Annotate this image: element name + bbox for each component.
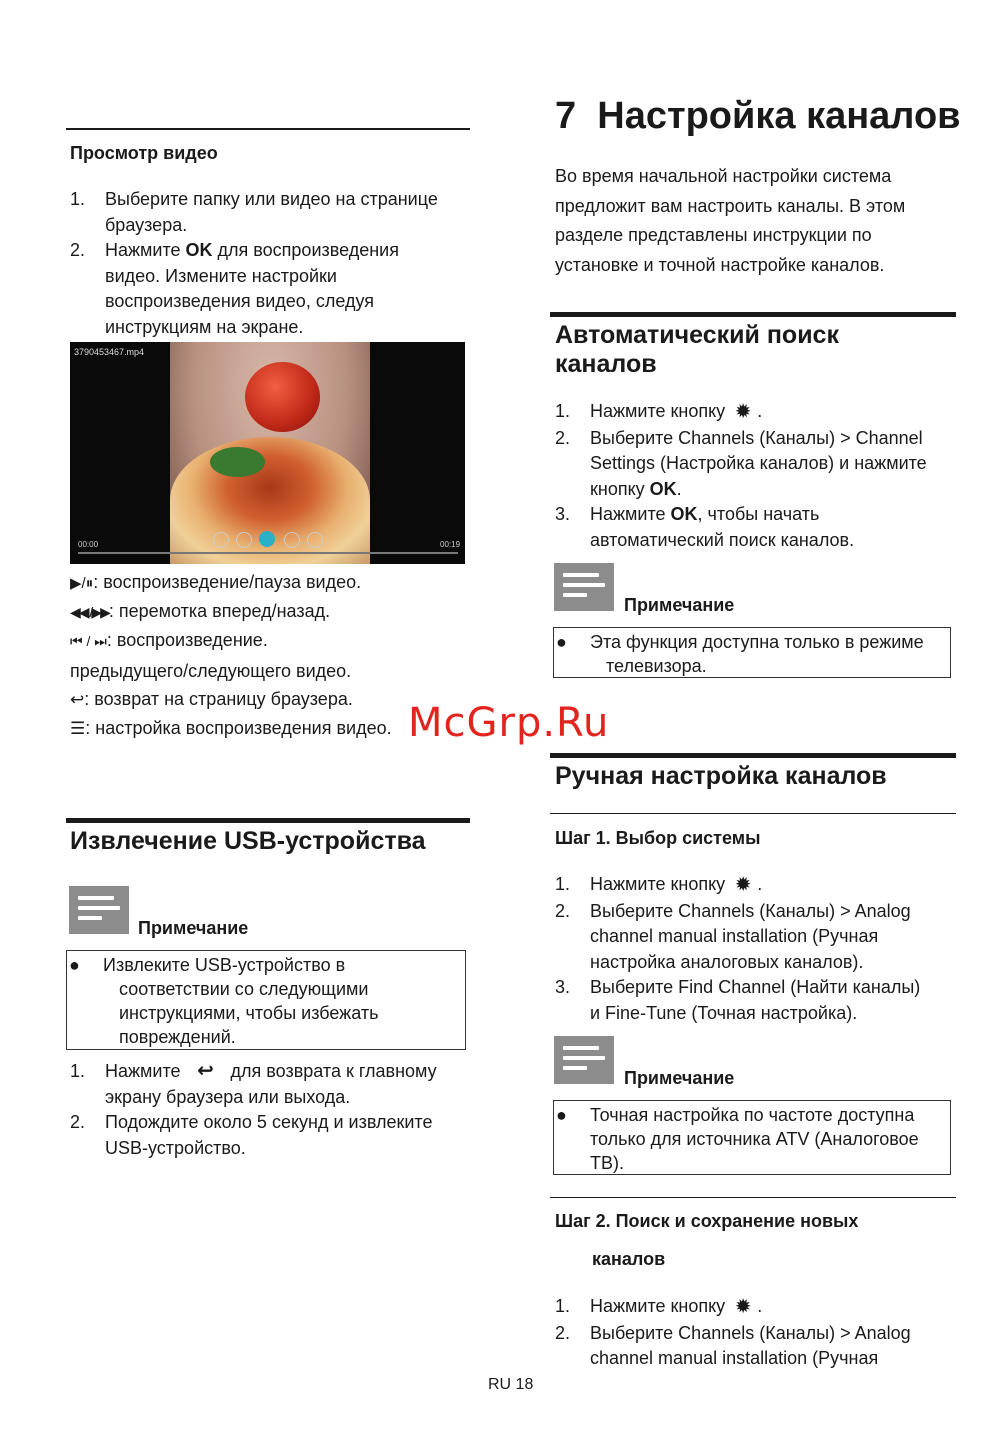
settings-sliders-icon: ☰ [70, 719, 86, 738]
time-start: 00:00 [78, 540, 99, 549]
progress-bar[interactable] [78, 552, 458, 554]
time-end: 00:19 [440, 540, 461, 549]
top-left-rule [66, 128, 470, 130]
legend-return: ↩: возврат на страницу браузера. [70, 689, 353, 709]
gear-icon: ✹ [734, 401, 752, 423]
list-item: 2. Подождите около 5 секунд и извлеките USB-устройство. [70, 1112, 433, 1158]
list-item: 3. Нажмите OK, чтобы начать автоматический поиск каналов. [555, 504, 855, 550]
player-control-next[interactable] [307, 532, 323, 548]
usb-title: Извлечение USB-устройства [70, 827, 426, 855]
auto-note-box: ● Эта функция доступна только в режиме телевизора. [553, 627, 951, 678]
legend-settings: ☰: настройка воспроизведения видео. [70, 718, 392, 738]
note-icon [554, 1036, 614, 1084]
player-control-rewind[interactable] [236, 532, 252, 548]
list-item: 1. Нажмите ↩ для возврата к главному экрану браузера или выхода. [70, 1060, 437, 1107]
note-label: Примечание [138, 918, 249, 938]
legend-prev-next: ⏮ / ⏭: воспроизведение. [70, 630, 268, 650]
prev-next-icon: ⏮ / ⏭ [70, 633, 107, 649]
player-control-prev[interactable] [213, 532, 229, 548]
list-item: 2. Выберите Channels (Каналы) > Analog channel manual installation (Ручная [555, 1322, 911, 1368]
play-pause-icon: ▶/⏸ [70, 575, 94, 592]
bullet-icon: ● [556, 1105, 567, 1125]
player-control-forward[interactable] [284, 532, 300, 548]
usb-note-box: ● Извлеките USB-устройство в соответствии со следующими инструкциями, чтобы избежать повреждений. [66, 950, 466, 1050]
note-label: Примечание [624, 595, 735, 615]
step2-title: Шаг 2. Поиск и сохранение новых [555, 1211, 859, 1231]
usb-steps [70, 1059, 470, 1161]
list-item: 1. Нажмите кнопку ✹ . [555, 1294, 955, 1321]
rewind-forward-icon: ◀◀ /▶▶ [70, 604, 109, 620]
player-control-play[interactable] [259, 531, 275, 547]
note-icon [554, 563, 614, 611]
usb-section-rule [66, 818, 470, 823]
manual-title: Ручная настройка каналов [555, 762, 887, 790]
step2-title-cont: каналов [592, 1249, 666, 1269]
tomato-image [245, 362, 320, 432]
list-item: 1. Выберите папку или видео на странице браузера. [70, 189, 438, 235]
bullet-icon: ● [556, 632, 567, 652]
legend-prev-next-cont: предыдущего/следующего видео. [70, 661, 352, 681]
list-item: 2. Нажмите OK для воспроизведения видео. Измените настройки воспроизведения видео, следуя инструкциям на экране. [70, 240, 399, 337]
return-icon: ↩ [197, 1060, 214, 1082]
auto-section-rule [550, 312, 956, 317]
gear-icon: ✹ [734, 1296, 752, 1318]
intro-paragraph: Во время начальной настройки система предложит вам настроить каналы. В этом разделе представлены инструкции по установке и точной настройке каналов. [555, 166, 906, 275]
list-item: 1. Нажмите кнопку ✹ . [555, 872, 955, 899]
bullet-icon: ● [69, 955, 80, 975]
chapter-title: 7 Настройка каналов [555, 95, 961, 137]
video-view-title: Просмотр видео [70, 143, 218, 163]
note-label: Примечание [624, 1068, 735, 1088]
return-icon: ↩ [70, 690, 85, 709]
list-item: 1. Нажмите кнопку ✹ . [555, 399, 955, 426]
step1-rule [550, 813, 956, 814]
greens-image [210, 447, 265, 477]
manual-note-box: ● Точная настройка по частоте доступна только для источника ATV (Аналоговое ТВ). [553, 1100, 951, 1175]
gear-icon: ✹ [734, 874, 752, 896]
page-number: RU 18 [488, 1376, 534, 1393]
step1-title: Шаг 1. Выбор системы [555, 828, 761, 848]
manual-step2-list [555, 1294, 955, 1372]
manual-section-rule [550, 753, 956, 758]
legend-play-pause: ▶/⏸: воспроизведение/пауза видео. [70, 572, 362, 592]
legend-rewind-forward: ◀◀ /▶▶: перемотка вперед/назад. [70, 601, 331, 621]
video-player-screenshot [70, 342, 465, 564]
auto-steps [555, 399, 955, 553]
video-filename: 3790453467.mp4 [74, 347, 145, 357]
list-item: 3. Выберите Find Channel (Найти каналы) и Fine-Tune (Точная настройка). [555, 977, 921, 1023]
manual-step1-list [555, 872, 955, 1026]
note-icon [69, 886, 129, 934]
watermark: McGrp.Ru [408, 700, 610, 746]
video-steps [70, 187, 470, 340]
list-item: 2. Выберите Channels (Каналы) > Analog channel manual installation (Ручная настройка аналоговых каналов). [555, 900, 911, 972]
auto-title: Автоматический поиск каналов [555, 321, 839, 378]
list-item: 2. Выберите Channels (Каналы) > Channel Settings (Настройка каналов) и нажмите кнопку OK. [555, 427, 927, 499]
step2-rule [550, 1197, 956, 1198]
